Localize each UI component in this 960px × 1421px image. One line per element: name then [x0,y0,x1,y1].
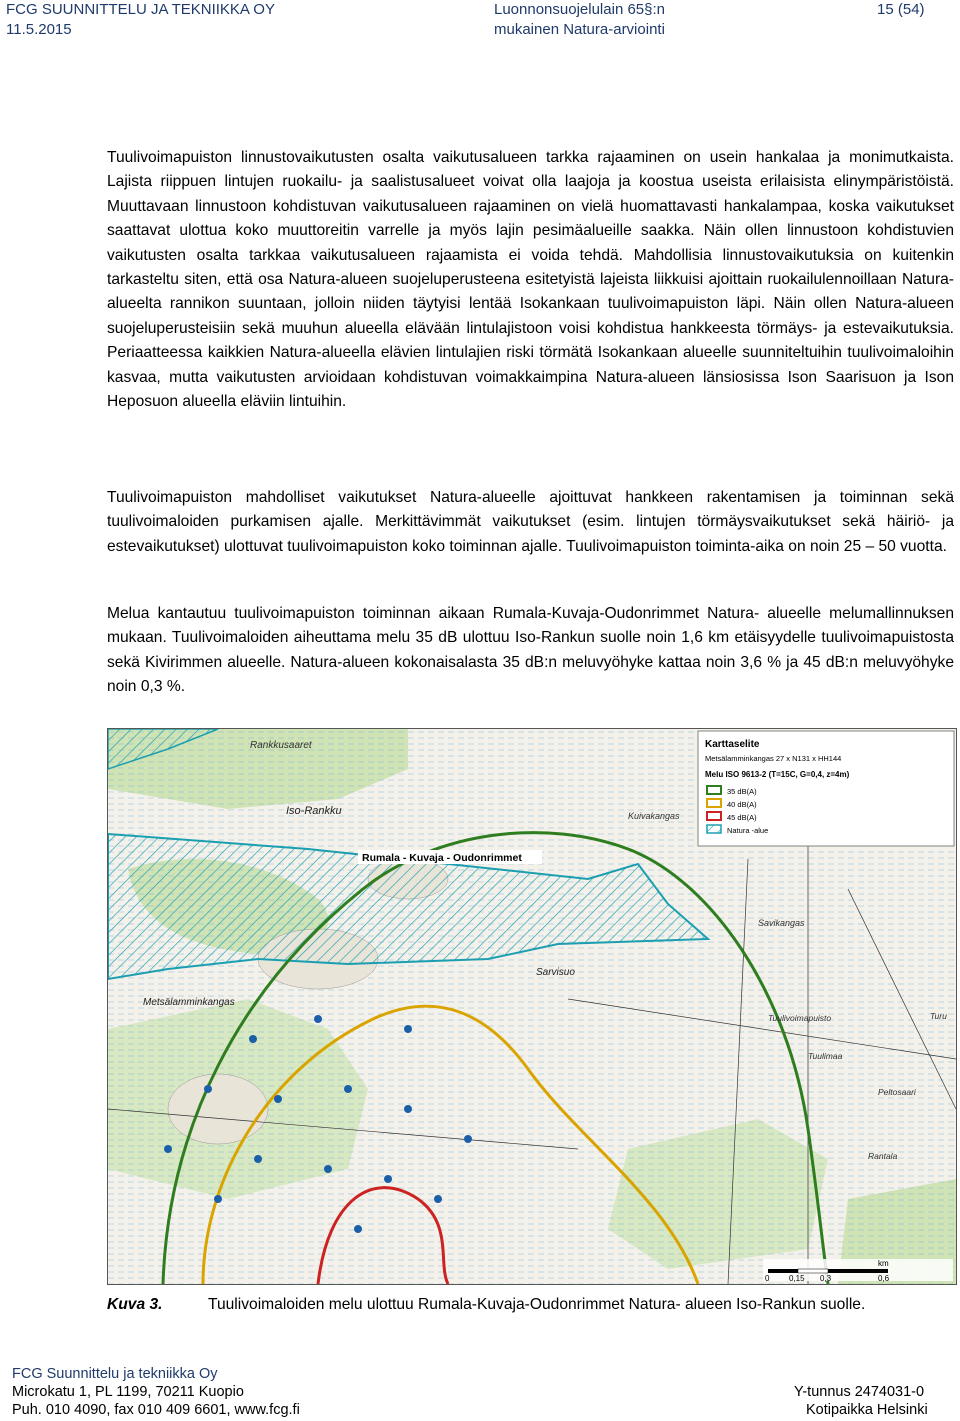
paragraph-1: Tuulivoimapuiston linnustovaikutusten osalta vaikutusalueen tarkka rajaaminen on usein hankalaa ja monimutkaista. Lajista riippuen lintujen ruokailu- ja saalistusalueet voivat olla laajoja ja koostua useista erilaisista elinympäristöistä. Muuttavaan linnustoon kohdistuvan vaikutusalueen rajaaminen on vielä huomattavasti hankalampaa, koska vaikutukset saattavat ulottua koko muuttoreitin varrelle ja myös lajin pesimäalueille saakka. Näin ollen linnustoon kohdistuvien vaikutusten osalta tarkkaa vaikutusalueen rajaamista ei voida tehdä. Mahdollisia linnustovaikutuksia on kuitenkin tarkasteltu siten, että osa Natura-alueen suojeluperusteena esitetyistä lajeista liikkuisi ajoittain ruokailulennoillaan Natura-alueelta rannikon suuntaan, jolloin niiden täytyisi lentää Isokankaan tuulivoimapuiston läpi. Näin ollen Natura-alueen suojeluperusteisiin sekä muuhun alueella elävään lintulajistoon voisi kohdistua hankkeesta törmäys- ja estevaikutuksia. Periaatteessa kaikkien Natura-alueella elävien lintulajien riski törmätä Isokankaan alueelle suunniteltuihin tuulivoimaloihin kasvaa, mutta vaikutusten arvioidaan kohdistuvan voimakkaimpina Natura-alueen länsiosissa Ison Saarisuon ja Ison Heposuon alueella eläviin lintuihin. [107,149,954,411]
label-peltosaari: Peltosaari [878,1087,916,1097]
legend-park: Metsälamminkangas 27 x N131 x HH144 [705,754,842,763]
legend-model: Melu ISO 9613-2 (T=15C, G=0,4, z=4m) [705,770,850,779]
header-left [6,0,275,40]
document-title-line2: mukainen Natura-arviointi [494,21,665,38]
label-turu: Turu [930,1011,947,1021]
document-title-line1: Luonnonsuojelulain 65§:n [494,1,665,18]
legend-label-35db: 35 dB(A) [727,787,757,796]
page-number: 15 (54) [877,1,925,18]
paragraph-3: Melua kantautuu tuulivoimapuiston toiminnan aikaan Rumala-Kuvaja-Oudonrimmet Natura- alueelle melumallinnuksen mukaan. Tuulivoimaloiden aiheuttama melu 35 dB ulottuu Iso-Rankun suolle noin 1,6 km etäisyydelle tuulivoimapuistosta sekä Kivirimmen alueelle. Natura-alueen kokonaisalasta 35 dB:n meluvyöhyke kattaa noin 3,6 % ja 45 dB:n meluvyöhyke noin 0,3 %. [107,605,954,696]
document-date: 11.5.2015 [6,21,72,38]
label-kuivakangas: Kuivakangas [628,811,680,821]
company-header: FCG SUUNNITTELU JA TEKNIIKKA OY [6,1,275,18]
bog-island [168,1074,268,1144]
label-tuulimaa: Tuulimaa [808,1051,843,1061]
label-natura-area: Rumala - Kuvaja - Oudonrimmet [362,852,522,864]
legend-label-40db: 40 dB(A) [727,800,757,809]
legend-title: Karttaselite [705,739,760,750]
label-metsalamminkangas: Metsälamminkangas [143,997,235,1008]
legend-label-natura: Natura -alue [727,826,769,835]
footer-phone: Puh. 010 4090, fax 010 409 6601, www.fcg.fi [12,1402,300,1418]
footer-business-id: Y-tunnus 2474031-0 [794,1384,925,1400]
label-rankkusaaret: Rankkusaaret [250,740,312,751]
footer-domicile: Kotipaikka Helsinki [806,1402,928,1418]
label-savikangas: Savikangas [758,918,805,928]
label-tuulivoimapuisto: Tuulivoimapuisto [768,1013,832,1023]
legend-swatch-natura [707,825,721,833]
label-iso-rankku: Iso-Rankku [286,805,342,817]
caption-text: Tuulivoimaloiden melu ulottuu Rumala-Kuvaja-Oudonrimmet Natura- alueen Iso-Rankun suolle. [208,1296,866,1313]
footer-address: Microkatu 1, PL 1199, 70211 Kuopio [12,1384,244,1400]
header-middle [494,0,665,40]
map-image [108,729,956,1284]
scale-tick-3: 0,6 [878,1274,890,1283]
scale-tick-1: 0,15 [789,1274,805,1283]
scale-bar [763,1259,953,1283]
scale-tick-2: 0,3 [820,1274,832,1283]
label-rantala: Rantala [868,1151,898,1161]
scale-tick-0: 0 [765,1274,770,1283]
legend-label-45db: 45 dB(A) [727,813,757,822]
caption-label: Kuva 3. [107,1296,163,1313]
scale-unit: km [878,1259,889,1268]
paragraph-2: Tuulivoimapuiston mahdolliset vaikutukset Natura-alueelle ajoittuvat hankkeen rakentamisen ja toiminnan sekä tuulivoimaloiden purkamisen ajalle. Merkittävimmät vaikutukset (esim. lintujen törmäysvaikutukset sekä häiriö- ja estevaikutukset) ulottuvat tuulivoimapuiston koko toiminnan ajalle. Tuulivoimapuiston toiminta-aika on noin 25 – 50 vuotta. [107,489,954,555]
map-legend [698,731,954,846]
label-sarvisuo: Sarvisuo [536,967,575,978]
footer-company: FCG Suunnittelu ja tekniikka Oy [12,1366,218,1382]
noise-map [107,728,957,1285]
